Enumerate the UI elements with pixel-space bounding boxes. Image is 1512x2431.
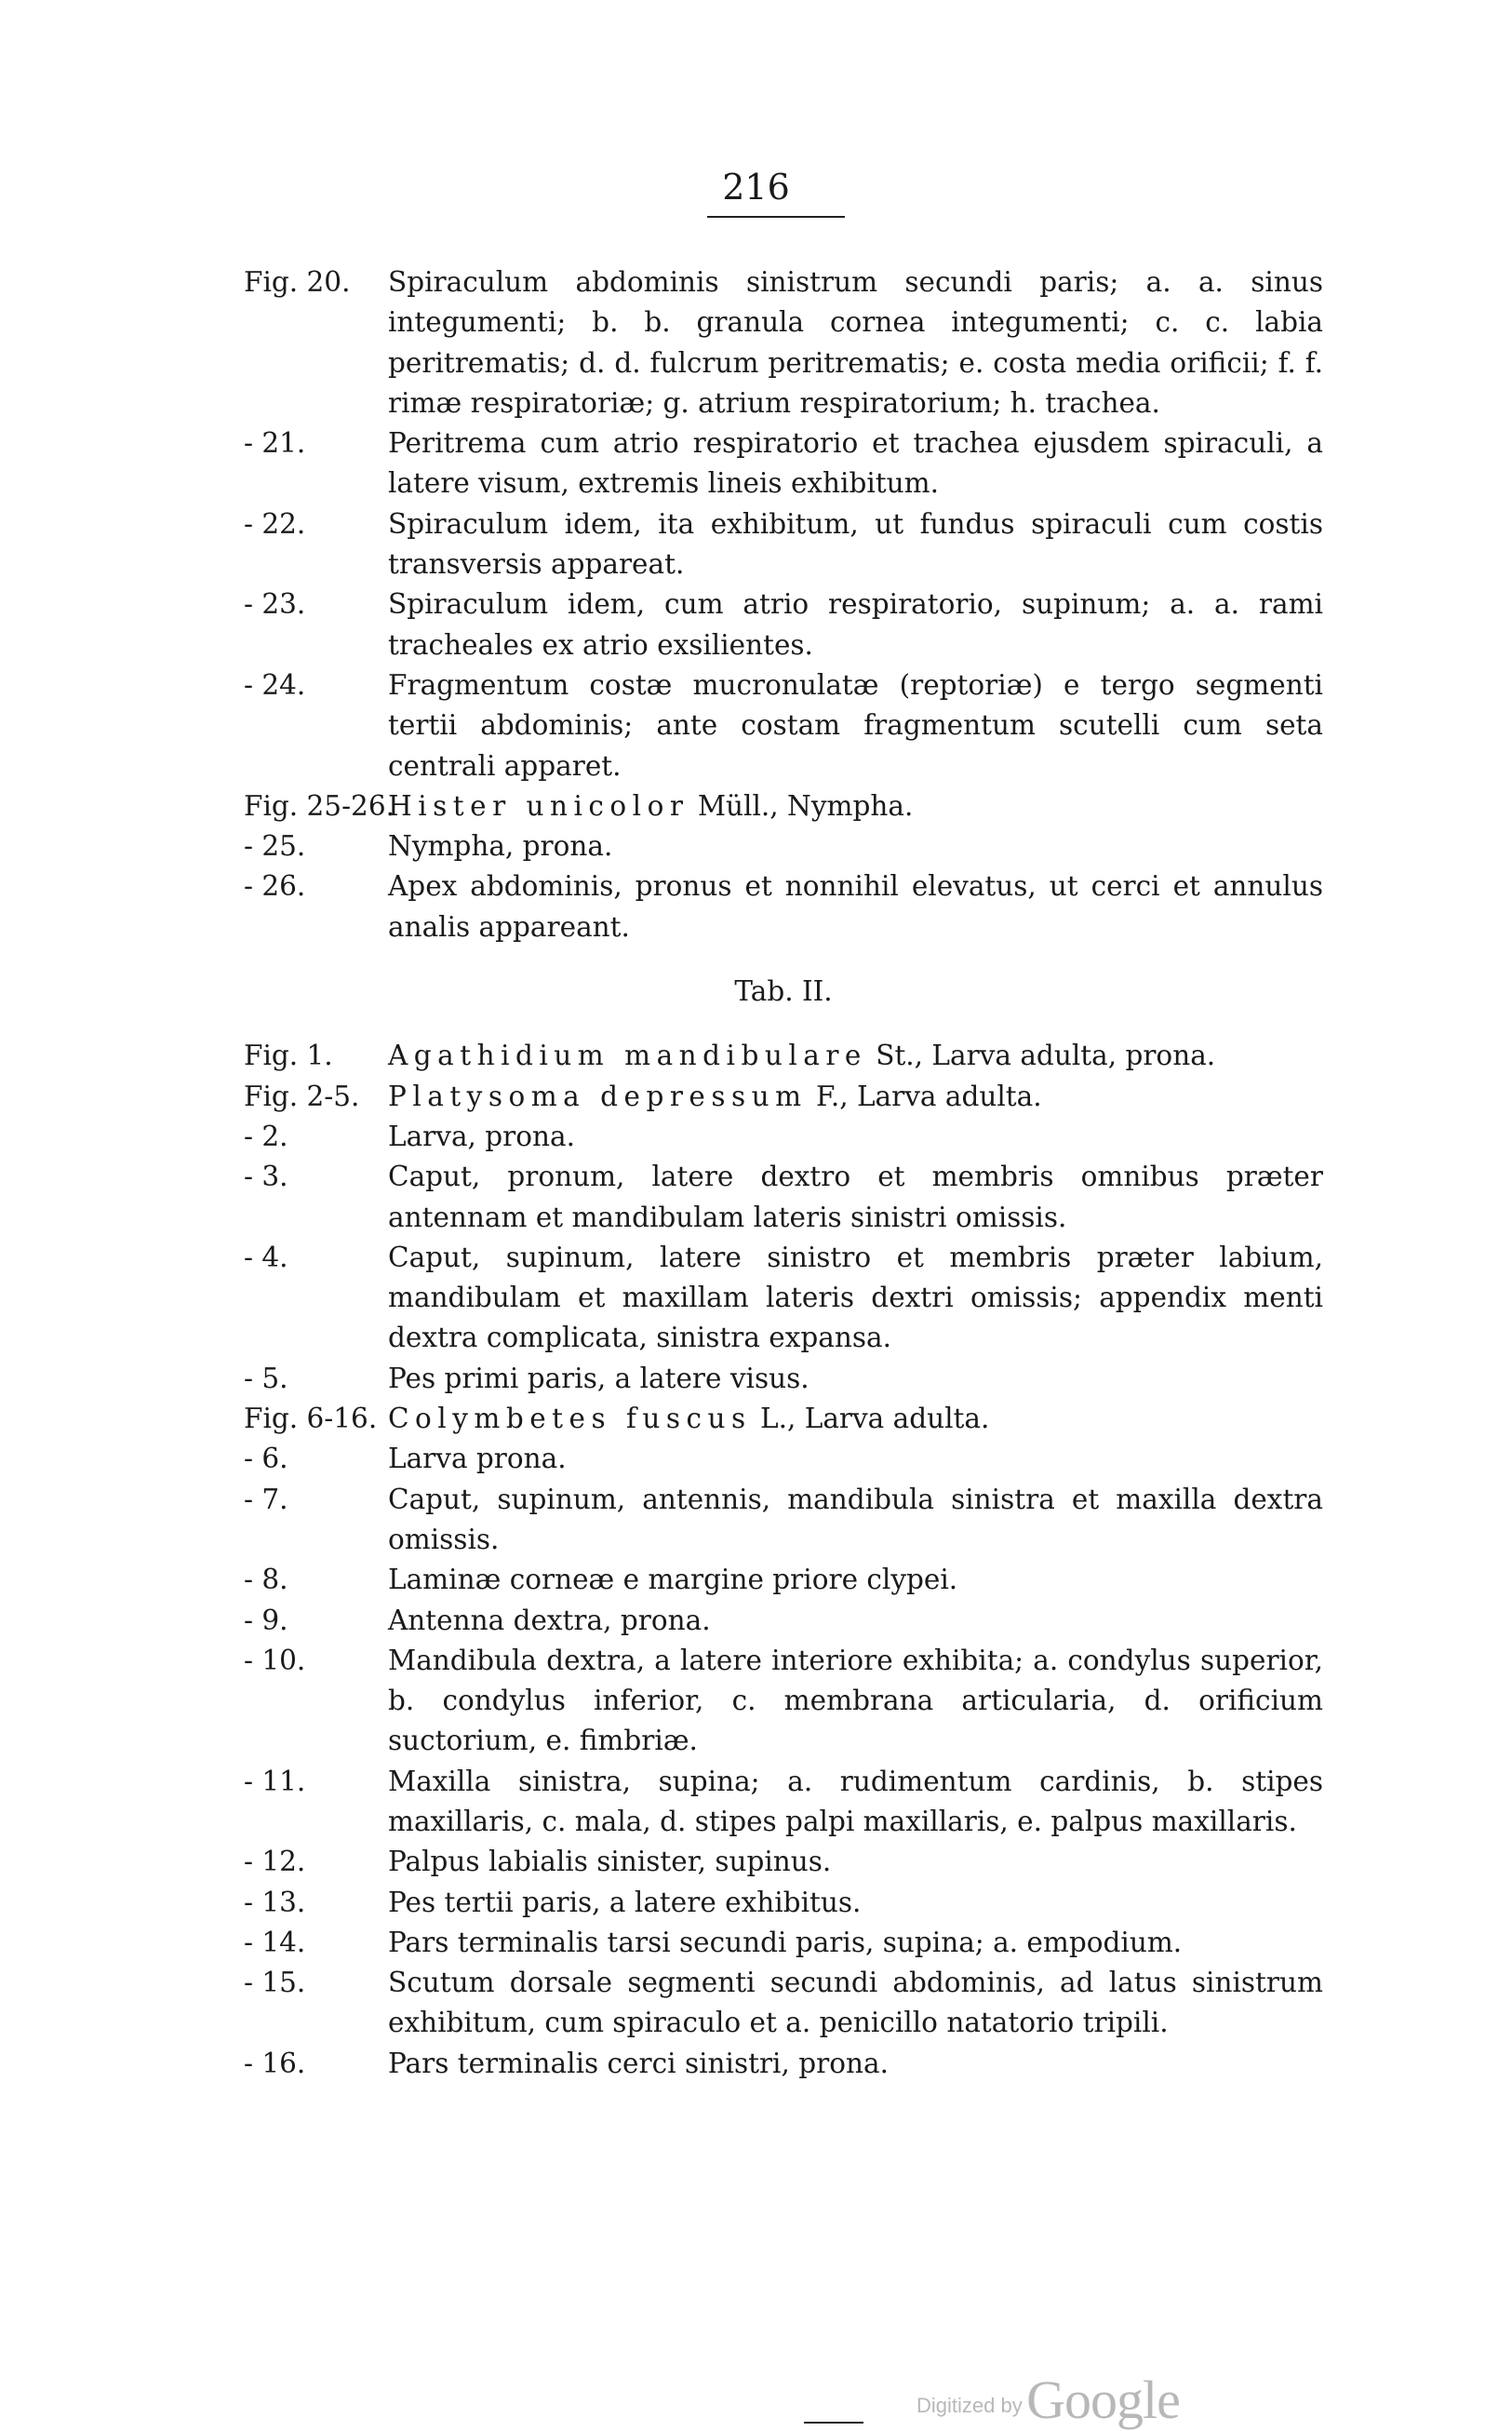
- description-text: Maxilla sinistra, supina; a. rudimentum cardinis, b. stipes maxillaris, c. mala, d. stipes palpi maxillaris, e. palpus maxillaris.: [388, 1765, 1323, 1837]
- species-name: Platysoma depressum: [388, 1080, 808, 1112]
- figure-description: [388, 1238, 1323, 1359]
- figure-description: [388, 423, 1323, 504]
- figure-description: [388, 584, 1323, 665]
- figure-label: - 10.: [244, 1644, 306, 1676]
- figure-description: [388, 1560, 1323, 1600]
- figure-label: - 3.: [244, 1161, 288, 1193]
- legend-entry: [244, 1560, 1323, 1600]
- description-text: L., Larva adulta.: [751, 1403, 990, 1435]
- figure-description: [388, 1641, 1323, 1762]
- figure-description: [388, 826, 1323, 866]
- figure-label: - 8.: [244, 1564, 288, 1596]
- figure-description: [388, 665, 1323, 786]
- description-text: Larva, prona.: [388, 1120, 575, 1152]
- description-text: Spiraculum idem, ita exhibitum, ut fundus spiraculi cum costis transversis appareat.: [388, 507, 1323, 581]
- description-text: Larva prona.: [388, 1443, 567, 1475]
- description-text: Müll., Nympha.: [689, 789, 914, 822]
- description-text: Antenna dextra, prona.: [388, 1604, 711, 1636]
- figure-label: - 12.: [244, 1846, 306, 1878]
- description-text: Palpus labialis sinister, supinus.: [388, 1846, 832, 1878]
- legend-entry: [244, 1480, 1323, 1561]
- legend-section-2: [244, 1036, 1323, 2084]
- figure-description: [388, 786, 1323, 826]
- description-text: St., Larva adulta, prona.: [866, 1040, 1216, 1072]
- description-text: Spiraculum idem, cum atrio respiratorio, supinum; a. a. rami tracheales ex atrio exsilientes.: [388, 588, 1323, 661]
- description-text: Pars terminalis tarsi secundi paris, supina; a. empodium.: [388, 1926, 1183, 1958]
- figure-label: - 4.: [244, 1241, 288, 1273]
- digitized-watermark: [917, 2369, 1180, 2431]
- figure-description: [388, 1963, 1323, 2044]
- figure-label: - 16.: [244, 2047, 306, 2079]
- legend-entry: [244, 1923, 1323, 1963]
- description-text: Mandibula dextra, a latere interiore exhibita; a. condylus superior, b. condylus inferior, c. membrana articularia, d. orificium suctorium, e. fimbriæ.: [388, 1644, 1323, 1757]
- description-text: Nympha, prona.: [388, 830, 613, 863]
- legend-entry: [244, 1399, 1323, 1439]
- description-text: Laminæ corneæ e margine priore clypei.: [388, 1564, 958, 1596]
- legend-entry: [244, 1601, 1323, 1641]
- figure-label: - 15.: [244, 1967, 306, 1999]
- footer-rule: [804, 2422, 863, 2424]
- legend-entry: [244, 1883, 1323, 1923]
- description-text: Caput, pronum, latere dextro et membris omnibus præter antennam et mandibulam lateris sinistri omissis.: [388, 1161, 1323, 1233]
- figure-label: - 6.: [244, 1443, 288, 1475]
- legend-entry: [244, 262, 1323, 423]
- legend-entry: [244, 423, 1323, 504]
- google-logo: Google: [1026, 2370, 1180, 2430]
- description-text: Scutum dorsale segmenti secundi abdominis, ad latus sinistrum exhibitum, cum spiraculo et a. penicillo natatorio tripili.: [388, 1967, 1323, 2039]
- figure-label: - 22.: [244, 507, 306, 540]
- page-number: 216: [722, 167, 790, 208]
- figure-description: [388, 2044, 1323, 2084]
- figure-label: - 9.: [244, 1604, 288, 1636]
- description-text: Caput, supinum, latere sinistro et membris præter labium, mandibulam et maxillam lateris dextri omissis; appendix menti dextra complicata, sinistra expansa.: [388, 1241, 1323, 1354]
- legend-entry: [244, 1359, 1323, 1399]
- figure-description: [388, 1883, 1323, 1923]
- figure-label: Fig. 6-16.: [244, 1403, 378, 1435]
- figure-label: Fig. 25-26.: [244, 789, 395, 822]
- figure-description: [388, 1480, 1323, 1561]
- figure-description: [388, 1359, 1323, 1399]
- figure-label: - 14.: [244, 1926, 306, 1958]
- figure-label: Fig. 2-5.: [244, 1080, 360, 1112]
- description-text: Pars terminalis cerci sinistri, prona.: [388, 2047, 889, 2079]
- figure-label: - 23.: [244, 588, 306, 621]
- figure-description: [388, 1923, 1323, 1963]
- legend-entry: [244, 786, 1323, 826]
- figure-description: [388, 1601, 1323, 1641]
- figure-description: [388, 1842, 1323, 1882]
- figure-label: - 24.: [244, 668, 306, 701]
- figure-description: [388, 262, 1323, 423]
- legend-entry: [244, 1157, 1323, 1238]
- figure-description: [388, 1077, 1323, 1117]
- figure-label: - 13.: [244, 1886, 306, 1918]
- legend-entry: [244, 1077, 1323, 1117]
- legend-entry: [244, 1842, 1323, 1882]
- legend-entry: [244, 1439, 1323, 1479]
- figure-legend: [244, 262, 1323, 2084]
- legend-entry: [244, 866, 1323, 947]
- description-text: Peritrema cum atrio respiratorio et trachea ejusdem spiraculi, a latere visum, extremis lineis exhibitum.: [388, 427, 1323, 500]
- legend-entry: [244, 584, 1323, 665]
- figure-description: [388, 1036, 1323, 1076]
- description-text: F., Larva adulta.: [807, 1080, 1042, 1112]
- figure-description: [388, 1762, 1323, 1843]
- legend-entry: [244, 1641, 1323, 1762]
- figure-label: - 26.: [244, 870, 306, 903]
- species-name: Agathidium mandibulare: [388, 1040, 867, 1072]
- figure-label: - 7.: [244, 1483, 288, 1515]
- description-text: Apex abdominis, pronus et nonnihil elevatus, ut cerci et annulus analis appareant.: [388, 870, 1323, 943]
- figure-label: - 2.: [244, 1120, 288, 1152]
- description-text: Fragmentum costæ mucronulatæ (reptoriæ) e tergo segmenti tertii abdominis; ante costam fragmentum scutelli cum seta centrali apparet.: [388, 668, 1323, 782]
- legend-entry: [244, 1762, 1323, 1843]
- page-number-rule: [707, 216, 845, 218]
- figure-description: [388, 866, 1323, 947]
- legend-entry: [244, 1238, 1323, 1359]
- plate-heading: Tab. II.: [734, 975, 833, 1008]
- legend-entry: [244, 504, 1323, 585]
- figure-description: [388, 1439, 1323, 1479]
- figure-label: Fig. 1.: [244, 1040, 333, 1072]
- legend-section-1: [244, 262, 1323, 947]
- figure-description: [388, 1117, 1323, 1157]
- legend-entry: [244, 1963, 1323, 2044]
- description-text: Caput, supinum, antennis, mandibula sinistra et maxilla dextra omissis.: [388, 1483, 1323, 1555]
- description-text: Pes tertii paris, a latere exhibitus.: [388, 1886, 862, 1918]
- figure-description: [388, 1157, 1323, 1238]
- legend-entry: [244, 665, 1323, 786]
- legend-entry: [244, 2044, 1323, 2084]
- description-text: Pes primi paris, a latere visus.: [388, 1362, 810, 1394]
- figure-label: - 5.: [244, 1362, 288, 1394]
- figure-label: - 21.: [244, 427, 306, 460]
- species-name: Colymbetes fuscus: [388, 1403, 752, 1435]
- description-text: Spiraculum abdominis sinistrum secundi paris; a. a. sinus integumenti; b. b. granula cornea integumenti; c. c. labia peritrematis; d. d. fulcrum peritrematis; e. costa media orificii; f. f. rimæ respiratoriæ; g. atrium respiratorium; h. trachea.: [388, 266, 1323, 419]
- legend-entry: [244, 1036, 1323, 1076]
- figure-label: - 25.: [244, 830, 306, 863]
- figure-description: [388, 1399, 1323, 1439]
- legend-entry: [244, 1117, 1323, 1157]
- figure-description: [388, 504, 1323, 585]
- species-name: Hister unicolor: [388, 789, 689, 822]
- legend-entry: [244, 826, 1323, 866]
- watermark-prefix: Digitized by: [917, 2394, 1023, 2417]
- figure-label: - 11.: [244, 1765, 306, 1797]
- figure-label: Fig. 20.: [244, 266, 351, 298]
